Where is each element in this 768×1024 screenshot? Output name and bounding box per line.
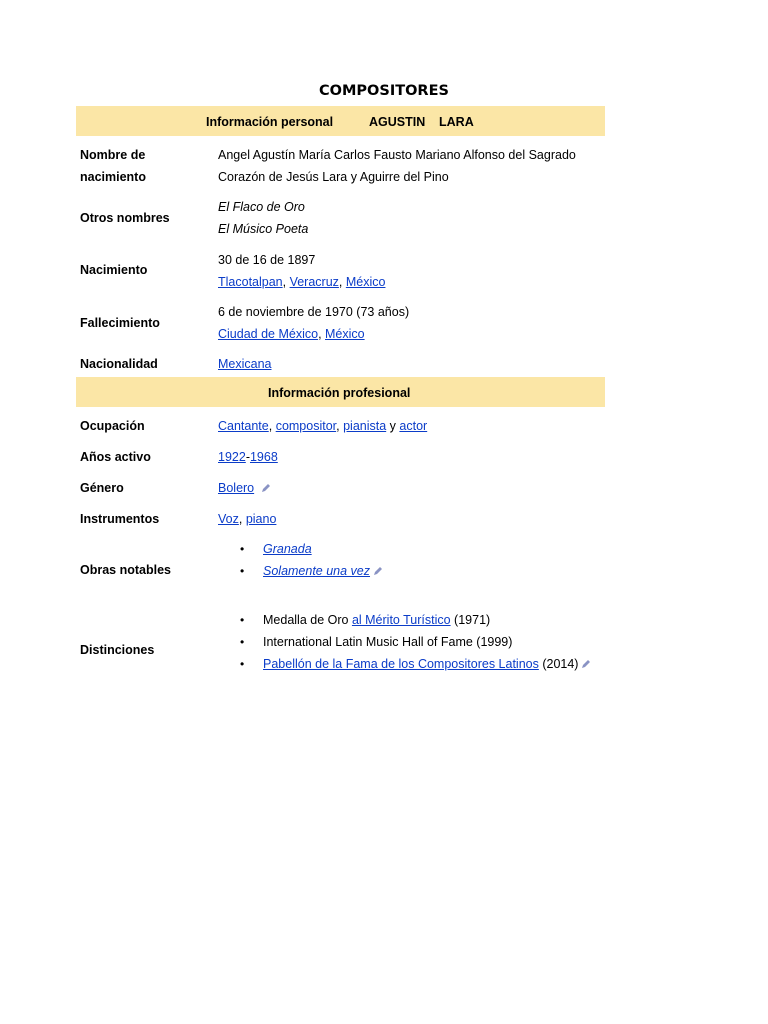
birth-name-value: Angel Agustín María Carlos Fausto Mariano Alfonso del Sagrado Corazón de Jesús Lara y Aguirre del Pino — [218, 148, 576, 184]
nationality-label: Nacionalidad — [80, 357, 158, 371]
occupation-label: Ocupación — [80, 419, 145, 433]
nationality-value — [218, 353, 272, 375]
bullet: • — [240, 657, 245, 671]
death-label: Fallecimiento — [80, 316, 160, 330]
page-title: COMPOSITORES — [319, 83, 449, 99]
professional-info-header — [76, 377, 605, 407]
death-date: 6 de noviembre de 1970 (73 años) — [218, 305, 410, 319]
bullet: • — [240, 613, 245, 627]
awards-label: Distinciones — [80, 643, 155, 657]
instrument-link[interactable]: piano — [245, 512, 277, 526]
notable-works-label: Obras notables — [80, 563, 171, 577]
bullet: • — [240, 564, 245, 578]
professional-info-label: Información profesional — [268, 386, 411, 400]
occupation-link[interactable]: actor — [399, 419, 428, 433]
personal-info-header — [76, 106, 605, 136]
birth-label: Nacimiento — [80, 263, 148, 277]
work-link[interactable]: Granada — [263, 542, 312, 556]
personal-info-label: Información personal — [206, 115, 334, 129]
bullet: • — [240, 542, 245, 556]
other-names-label: Otros nombres — [80, 211, 170, 225]
pencil-icon[interactable] — [581, 659, 591, 669]
genre-label: Género — [80, 481, 124, 495]
birth-place-link[interactable]: México — [345, 275, 386, 289]
birth-name-label: Nombre de nacimiento — [80, 148, 146, 184]
nickname: El Flaco de Oro — [218, 200, 305, 214]
occupation-value: Cantante, compositor, pianista y actor — [218, 419, 428, 433]
death-place-link[interactable]: Ciudad de México — [218, 327, 319, 341]
birth-place: Tlacotalpan, Veracruz, México — [218, 275, 386, 289]
birth-value — [218, 249, 385, 293]
instruments-label: Instrumentos — [80, 512, 160, 526]
genre-value — [218, 477, 271, 499]
instrument-link[interactable]: Voz — [218, 512, 239, 526]
death-place: Ciudad de México, México — [218, 327, 365, 341]
occupation-link[interactable]: compositor — [275, 419, 337, 433]
instruments-value: Voz, piano — [218, 512, 277, 526]
death-place-link[interactable]: México — [325, 327, 365, 341]
active-years-value: 1922-1968 — [218, 450, 278, 464]
award-link[interactable]: Pabellón de la Fama de los Compositores Latinos — [263, 657, 539, 671]
bullet: • — [240, 635, 245, 649]
award-link[interactable]: al Mérito Turístico — [351, 613, 451, 627]
composer-last-name: LARA — [439, 115, 474, 129]
nickname: El Músico Poeta — [218, 222, 309, 236]
occupation-link[interactable]: pianista — [343, 419, 387, 433]
nationality-link[interactable]: Mexicana — [218, 357, 272, 371]
birth-place-link[interactable]: Veracruz — [289, 275, 339, 289]
other-names-value — [218, 196, 308, 240]
birth-date: 30 de 16 de 1897 — [218, 253, 316, 267]
composer-first-name: AGUSTIN — [369, 115, 426, 129]
death-value — [218, 301, 409, 345]
birth-place-link[interactable]: Tlacotalpan — [218, 275, 283, 289]
occupation-link[interactable]: Cantante — [218, 419, 269, 433]
work-link[interactable]: Solamente una vez — [263, 564, 371, 578]
active-years-label: Años activo — [80, 450, 151, 464]
end-year-link[interactable]: 1968 — [249, 450, 278, 464]
pencil-icon[interactable] — [261, 483, 271, 493]
pencil-icon[interactable] — [373, 566, 383, 576]
genre-link[interactable]: Bolero — [218, 481, 255, 495]
start-year-link[interactable]: 1922 — [218, 450, 246, 464]
